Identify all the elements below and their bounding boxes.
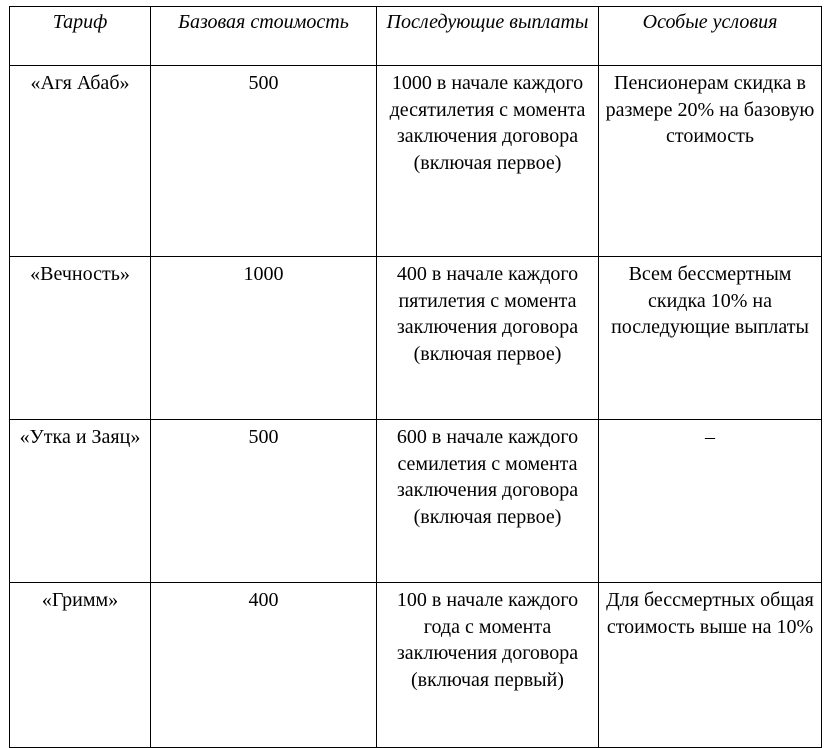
cell-payments: 1000 в начале каждого десятилетия с момента заключения договора (включая первое) — [377, 66, 599, 257]
table-header — [10, 7, 822, 66]
cell-payments: 100 в начале каждого года с момента заключения договора (включая первый) — [377, 583, 599, 748]
cell-tariff: «Гримм» — [10, 583, 151, 748]
cell-base-cost: 500 — [151, 66, 377, 257]
cell-base-cost: 400 — [151, 583, 377, 748]
header-row — [10, 7, 822, 66]
cell-base-cost: 500 — [151, 420, 377, 583]
cell-tariff: «Агя Абаб» — [10, 66, 151, 257]
table-row — [10, 257, 822, 420]
cell-payments: 400 в начале каждого пятилетия с момента заключения договора (включая первое) — [377, 257, 599, 420]
header-conditions: Особые условия — [599, 7, 822, 66]
table-row — [10, 66, 822, 257]
table-row — [10, 420, 822, 583]
cell-tariff: «Вечность» — [10, 257, 151, 420]
cell-conditions: Для бессмертных общая стоимость выше на 10% — [599, 583, 822, 748]
cell-tariff: «Утка и Заяц» — [10, 420, 151, 583]
cell-conditions: Всем бессмертным скидка 10% на последующие выплаты — [599, 257, 822, 420]
cell-conditions: Пенсионерам скидка в размере 20% на базовую стоимость — [599, 66, 822, 257]
cell-base-cost: 1000 — [151, 257, 377, 420]
tariffs-table — [9, 6, 822, 748]
header-payments: Последующие выплаты — [377, 7, 599, 66]
table-body — [10, 66, 822, 748]
cell-payments: 600 в начале каждого семилетия с момента заключения договора (включая первое) — [377, 420, 599, 583]
table-row — [10, 583, 822, 748]
header-base-cost: Базовая стоимость — [151, 7, 377, 66]
header-tariff: Тариф — [10, 7, 151, 66]
cell-conditions: – — [599, 420, 822, 583]
